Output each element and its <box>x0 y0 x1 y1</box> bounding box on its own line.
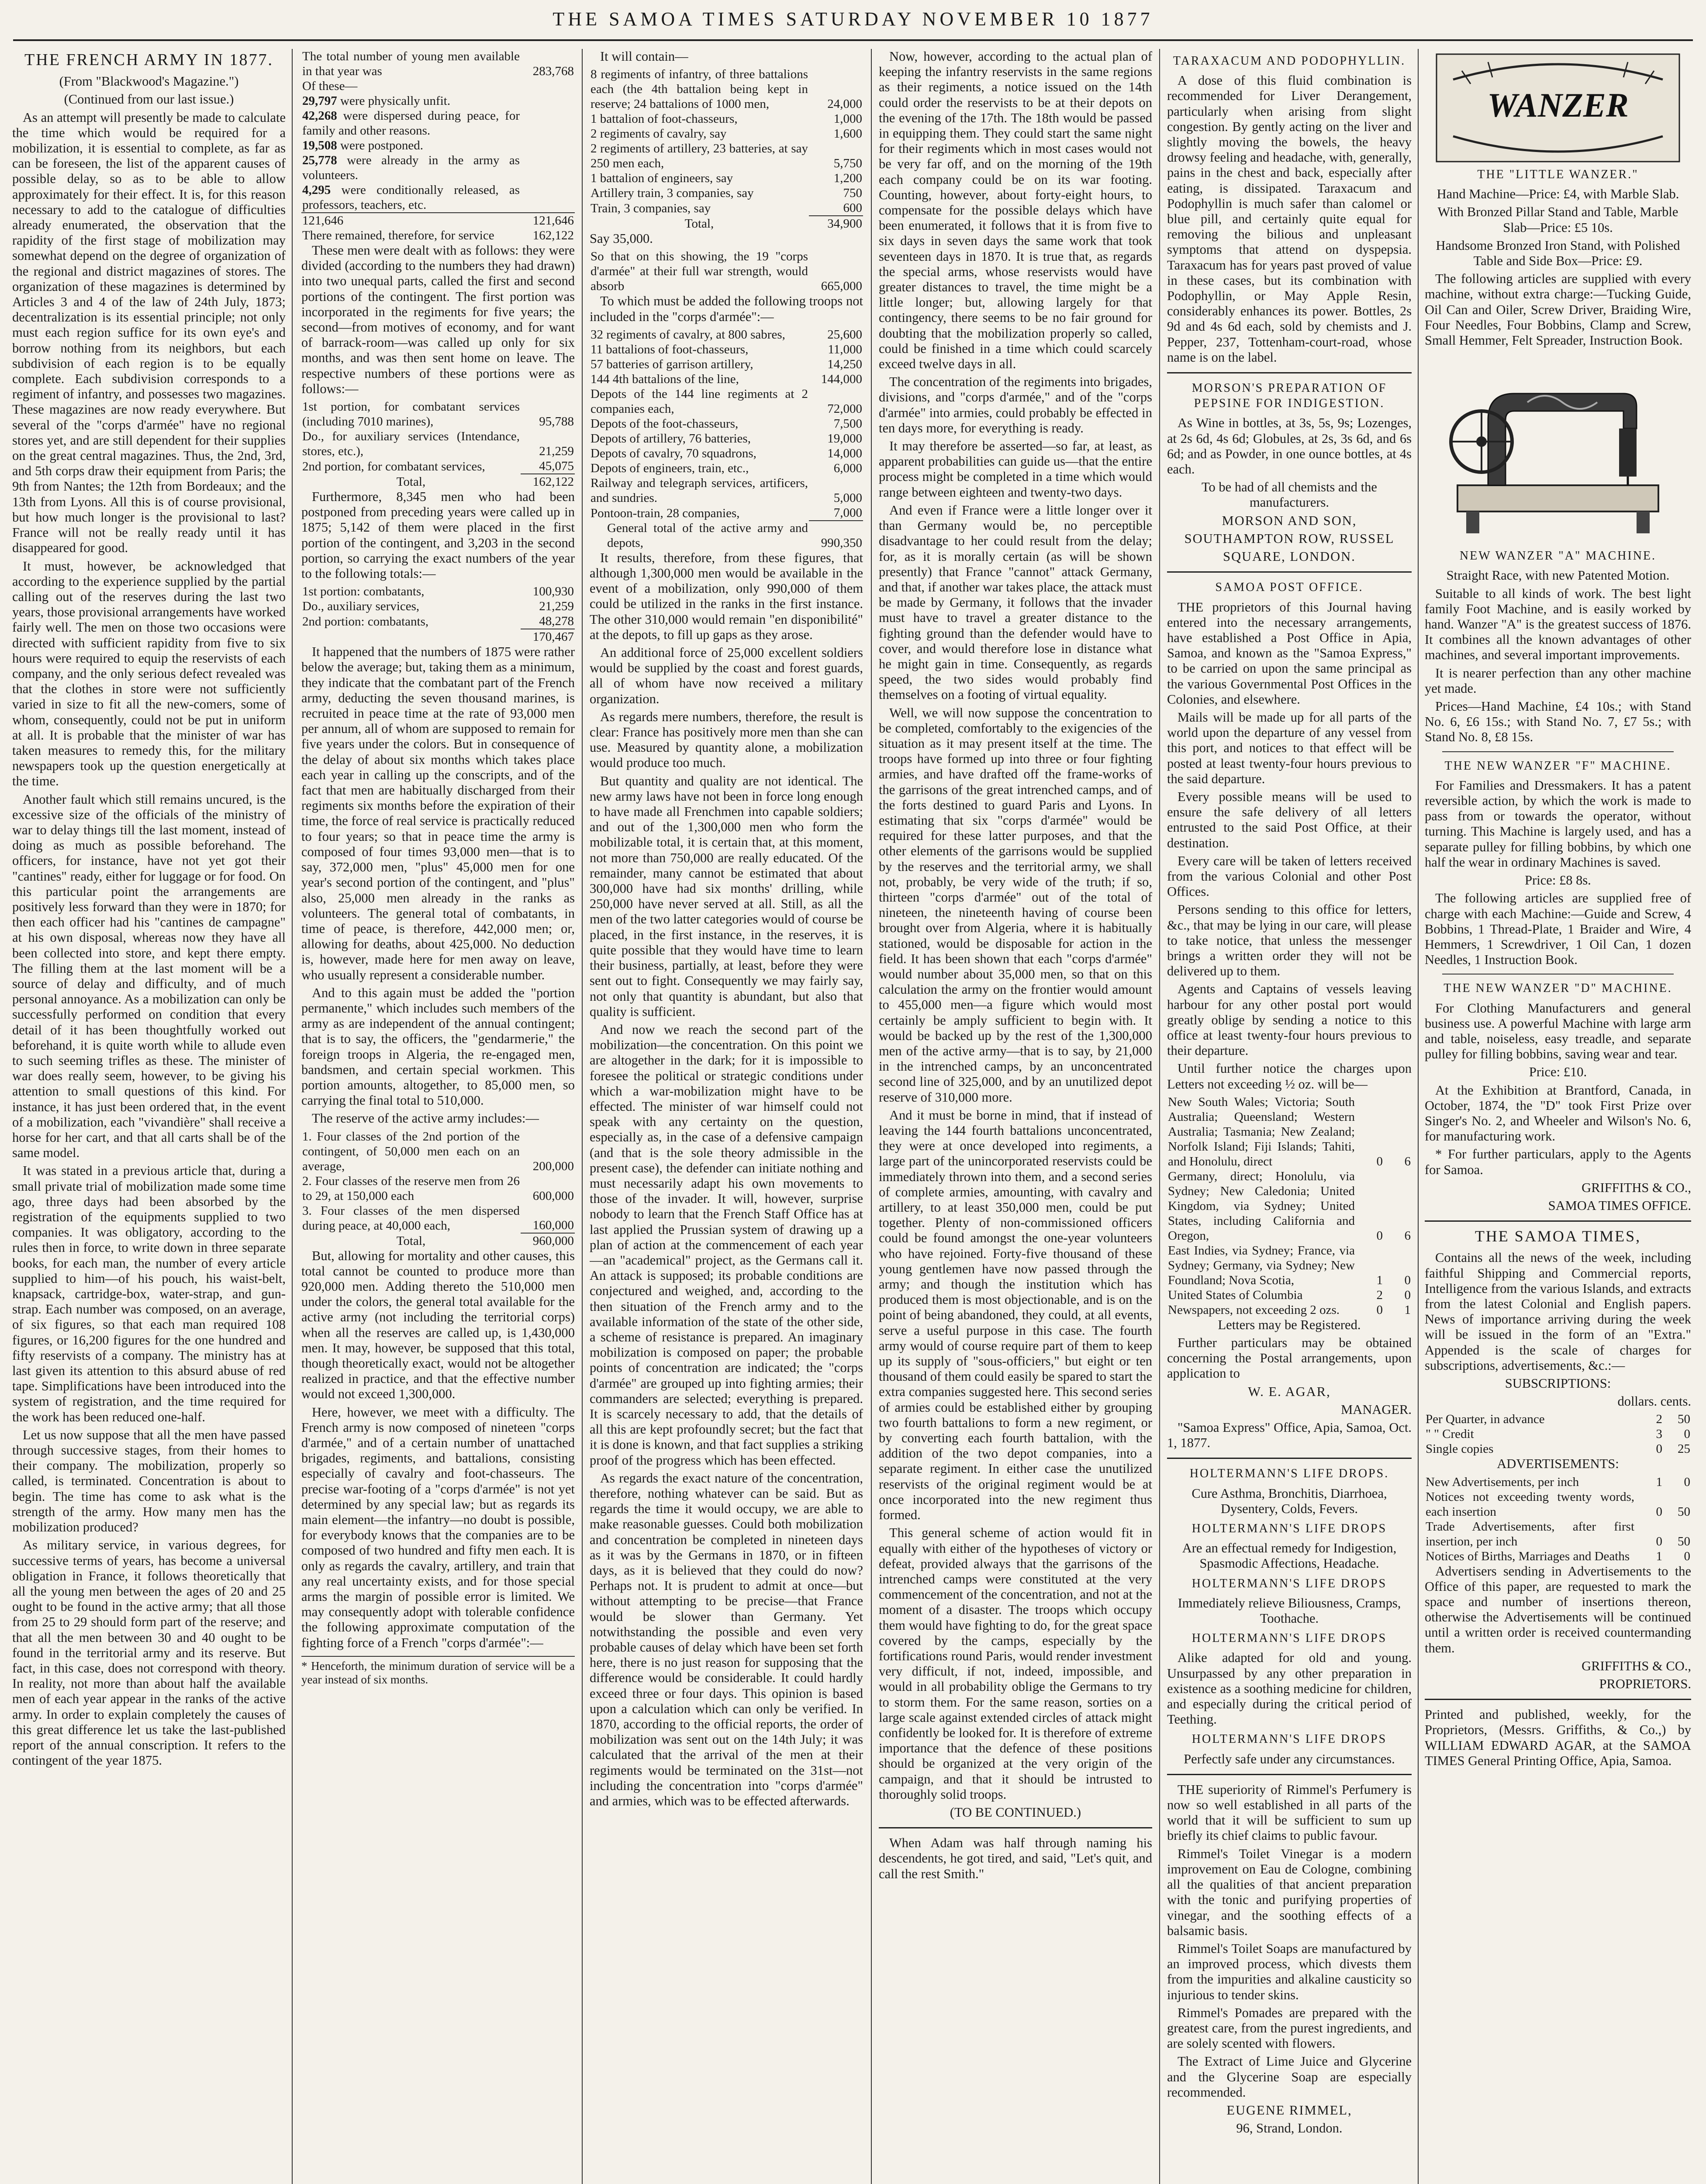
paragraph: And it must be borne in mind, that if instead of leaving the 144 fourth battalions unconcentrated, they were at once developed into regiments, a large part of the unincorporated reservists could be immediately thrown into them, and a second series of complete armies, amounting, with cavalry and artillery, to at least 350,000 men, could be put together. Plenty of non-commissioned officers could be found amongst the one-year volunteers who have rejoined. Forty-five thousand of these young gentlemen have now passed through the army; and though the institution which has produced them is most objectionable, and is on the point of being abandoned, they could, at all events, serve a useful purpose in this case. The fourth army would of course require part of them to keep up its supply of "sous-officiers," but eight or ten thousand of them could easily be spared to start the extra companies suggested here. This second series of armies could be established either by grouping two fourth battalions to form a new regiment, or by converting each fourth battalion, with the addition of the two depot companies, into a separate regiment. In either case the unutilized reservists of the original regiment would be at once incorporated into the new regiment thus formed. <box>879 1107 1152 1523</box>
column-divider <box>871 49 872 2184</box>
table-value: 0 <box>1376 1228 1383 1243</box>
table-value: 1,000 <box>833 112 862 126</box>
table-value: 170,467 <box>521 629 575 644</box>
table-value: 29,797 <box>302 94 337 108</box>
table-value: 72,000 <box>827 401 862 416</box>
table-value: 19,508 <box>302 138 337 152</box>
absorb-table <box>590 249 863 294</box>
table-value: 0 <box>1684 1427 1690 1441</box>
ad-body: Suitable to all kinds of work. The best light family Foot Machine, and is easily worked by hand. Wanzer "A" is the greatest success of 1876. It combines all the known advantages of other machines, and several important improvements. <box>1425 586 1691 663</box>
ad-title: NEW WANZER "A" MACHINE. <box>1459 549 1657 563</box>
paragraph: Now, however, according to the actual plan of keeping the infantry reservists in the same regions as their regiments, a notice issued on the 14th could order the reservists to be at their depots on the evening of the 17th. The 18th would be passed in equipping them. They could start the same night for their regiments which in most cases would not be very far off, and on the morning of the 19th each company could be on its war footing. Counting, however, about forty-eight hours, to compensate for the possible delays which have been enumerated, it follows that it is from five to six days in seven days the same work that took seventeen days in 1870. It is true that, as regards the special arms, whose reservists would have greater distances to travel, the time might be a little longer; but, allowing largely for that contingency, there seems to be no fair ground for doubting that the mobilization properly so called, could be finished in a time which could scarcely exceed twelve days in all. <box>879 49 1152 372</box>
table-label: So that on this showing, the 19 "corps d'armée" at their full war strength, would absorb <box>591 249 808 294</box>
table-label: Railway and telegraph services, artificers, and sundries. <box>591 476 808 505</box>
table-value: 990,350 <box>809 521 863 550</box>
svg-text:WANZER: WANZER <box>1487 86 1629 124</box>
table-value: 0 <box>1376 1154 1383 1168</box>
table-value: 25,600 <box>827 327 862 342</box>
table-value: 21,259 <box>539 444 574 459</box>
paragraph: As military service, in various degrees, for successive terms of years, has become a universal obligation in France, it follows theoretically that all the young men between the ages of 20 and 25 ought to be found in the active army; that all those from 25 to 29 should form part of the reserve; and that all the men between 30 and 40 ought to be found in the territorial army and its reserve. But fact, in this case, does not correspond with theory. In reality, not more than about half the available men of each year appear in the ranks of the active army. In order to explain completely the causes of this great difference let us take the last-published report of the annual conscription. It refers to the contingent of the year 1875. <box>12 1538 286 1768</box>
column-divider <box>582 49 583 2184</box>
table-value: 1 <box>1656 1475 1662 1489</box>
paragraph: It must, however, be acknowledged that according to the experience supplied by the partial calling out of the reserves during the last two years, those provisional arrangements have worked fairly well. The men on those two occasions were directed with sufficient rapidity from five to six hours were required to equip the reservists of each company, and the only serious defect revealed was that the clothes in store were not sufficiently varied in size to fit all the new-comers, some of whom, consequently, could not be put in uniform at all. It is probable that the minister of war has taken measures to remedy this, for the military newspapers took up the question energetically at the time. <box>12 558 286 789</box>
extra-troops-table <box>590 327 863 550</box>
table-value: 0 <box>1404 1288 1411 1302</box>
table-label: Of these— <box>302 79 358 93</box>
paragraph: And even if France were a little longer over it than Germany would be, no perceptible disadvantage to her could result from the delay; for, as it is morally certain (as will be shown presently) that France "cannot" attack Germany, and that, if another war takes place, the attack must be made by Germany, it follows that the invader must have to travel a greater distance to the fighting ground than the defender would have to cover, and would therefore lose in distance what he might gain in time. Consequently, as regards speed, the two sides would probably find themselves on a footing of virtual equality. <box>879 502 1152 702</box>
ad-title: TARAXACUM AND PODOPHYLLIN. <box>1173 54 1406 68</box>
table-label: Total, <box>396 475 426 489</box>
column-3 <box>590 49 863 2184</box>
signature-name: W. E. AGAR, <box>1248 1384 1331 1399</box>
table-label: were postponed. <box>340 138 424 152</box>
column-2 <box>301 49 575 2184</box>
ad-subtitle: HOLTERMANN'S LIFE DROPS <box>1191 1522 1387 1536</box>
masthead: THE SAMOA TIMES SATURDAY NOVEMBER 10 1877 <box>553 8 1153 30</box>
table-value: 2 <box>1656 1412 1662 1427</box>
table-value: 0 <box>1376 1303 1383 1317</box>
paragraph: To which must be added the following troops not included in the "corps d'armée":— <box>590 294 863 324</box>
ad-price: Price: £8 8s. <box>1525 873 1591 888</box>
column-4 <box>879 49 1152 2184</box>
table-label: Notices not exceeding twenty words, each insertion <box>1426 1489 1634 1519</box>
ad-title: THE NEW WANZER "F" MACHINE. <box>1444 759 1671 773</box>
column-divider <box>1159 49 1160 2184</box>
table-label: General total of the active army and depots, <box>607 521 808 550</box>
divider <box>1425 1220 1691 1222</box>
table-label: 1 battalion of foot-chasseurs, <box>591 112 738 126</box>
signature-name: GRIFFITHS & CO., <box>1582 1180 1691 1195</box>
table-label: Depots of engineers, train, etc., <box>591 461 749 475</box>
paragraph: But, allowing for mortality and other causes, this total cannot be counted to produce more than 920,000 men. Adding thereto the 510,000 men under the colors, the general total available for the active army (not including the territorial corps) when all the reserves are called up, is 1,430,000 men. It may, however, be supposed that this total, though theoretically exact, would not be altogether realized in practice, and that the effective number would not exceed 1,300,000. <box>301 1248 575 1402</box>
table-label: 2 regiments of artillery, 23 batteries, at say 250 men each, <box>591 142 808 171</box>
table-value: 50 <box>1678 1412 1690 1427</box>
paragraph: This general scheme of action would fit in equally with either of the hypotheses of victory or defeat, provided always that the garrisons of the intrenched camps were constituted at the very commencement of the concentration, and not at the moment of a disaster. The troops which occupy them would have fighting to do, for the great space covered by the camps, especially by the fortifications round Paris, would render investment very difficult, if not, indeed, impossible, and would in all probability oblige the Germans to try to storm them. For the same reason, sorties on a large scale against extended circles of attack might confidently be looked for. It is therefore of extreme importance that the defence of these positions should be organized at the very origin of the campaign, and that it should be intrusted to thoroughly solid troops. <box>879 1525 1152 1802</box>
table-value: 6 <box>1404 1228 1411 1243</box>
ad-body: For Clothing Manufacturers and general business use. A powerful Machine with large arm and table, noiseless, easy treadle, and separate pulley for filling bobbins, saving wear and tear. <box>1425 1000 1691 1062</box>
paragraph: An additional force of 25,000 excellent soldiers would be supplied by the coast and forest guards, all of whom have now received a military organization. <box>590 645 863 706</box>
table-label: 32 regiments of cavalry, at 800 sabres, <box>591 327 785 342</box>
table-value: 19,000 <box>827 431 862 446</box>
ad-body: With Bronzed Pillar Stand and Table, Marble Slab—Price: £5 10s. <box>1437 204 1678 235</box>
paragraph: As regards the exact nature of the concentration, therefore, nothing whatever can be said. But as regards the time it would occupy, we are able to make reasonable guesses. Could both mobilization and concentration be completed in nineteen days as it was by the Germans in 1870, or in fifteen days, as it is believed that they could do now? Perhaps not. It is prudent to admit at once—but without attempting to be precise—that France would be slower than Germany. Yet notwithstanding the possible and even very probable causes of delay which have been set forth here, there is no just reason for supposing that the difference would be considerable. It could hardly exceed three or four days. This opinion is based upon a calculation which can only be verified. In 1870, according to the official reports, the order of mobilization was sent out on the 14th July; it was calculated that the arrival of the men at their regiments would be terminated on the 31st—not including the concentration into "corps d'armée" and armies, which was to be effected afterwards. <box>590 1470 863 1809</box>
paragraph: It results, therefore, from these figures, that although 1,300,000 men would be available in the event of a mobilization, only 990,000 of them could be utilized in the ranks in the first instance. The other 310,000 would remain "en disponibilité" at the depots, to fill up gaps as they arose. <box>590 550 863 642</box>
article-title: THE FRENCH ARMY IN 1877. <box>24 51 273 69</box>
ad-address: SQUARE, LONDON. <box>1223 549 1356 564</box>
paragraph: As regards mere numbers, therefore, the result is clear: France has positively more men than she can use. Measured by quantity alone, a mobilization would produce too much. <box>590 709 863 771</box>
table-label: were dispersed during peace, for family and other reasons. <box>302 109 520 138</box>
signature-role: MANAGER. <box>1341 1402 1412 1417</box>
paragraph: These men were dealt with as follows: they were divided (according to the numbers they had drawn) into two unequal parts, called the first and second portions of the contingent. The first portion was incorporated in the regiments for five years; the second—from motives of economy, and for want of barrack-room—was called up only for six months, and was then sent home on leave. The respective numbers of these portions were as follows:— <box>301 243 575 396</box>
continued-note: (Continued from our last issue.) <box>64 92 234 107</box>
divider <box>1167 372 1412 373</box>
table-label: Pontoon-train, 28 companies, <box>591 506 740 520</box>
table-value: 100,930 <box>532 584 574 599</box>
table-value: 24,000 <box>827 97 862 111</box>
table-label: There remained, therefore, for service <box>302 228 494 242</box>
table-value: 48,278 <box>539 614 574 629</box>
table-label: Total, <box>684 217 714 231</box>
table-value: 600 <box>843 201 862 215</box>
notice-body: Mails will be made up for all parts of the world upon the departure of any vessel from this port, and notices to that effect will be posted at least twenty-four hours previous to the said departure. <box>1167 709 1412 786</box>
ad-price: Price: £10. <box>1529 1064 1587 1080</box>
rates-units: dollars. cents. <box>1617 1394 1691 1409</box>
table-value: 14,000 <box>827 446 862 460</box>
ad-body: A dose of this fluid combination is recommended for Liver Derangement, particularly when arising from slight congestion. By gently acting on the liver and slightly moving the bowels, the heavy drowsy feeling and headache, with, generally, pains in the chest and back, especially after eating, is dissipated. Taraxacum and Podophyllin is much safer than calomel or blue pill, and certainly quite equal for removing the bilious and unpleasant symptoms that attend on dyspepsia. Taraxacum has for years past proved of value in these cases, but its combination with Podophyllin, or May Apple Resin, considerably enhances its power. Bottles, 2s 9d and 4s 6d each, sold by chemists and J. Pepper, 237, Tottenham-court-road, whose name is on the label. <box>1167 73 1412 365</box>
imprint: Printed and published, weekly, for the Proprietors, (Messrs. Griffiths, & Co.,) by WILLIAM EDWARD AGAR, at the SAMOA TIMES General Printing Office, Apia, Samoa. <box>1425 1707 1691 1768</box>
divider <box>1167 571 1412 573</box>
divider <box>1442 751 1674 752</box>
table-value: 0 <box>1656 1442 1662 1456</box>
ad-body: At the Exhibition at Brantford, Canada, in October, 1874, the "D" took First Prize over Singer's No. 2, and Wheeler and Wilson's No. 6, for manufacturing work. <box>1425 1082 1691 1144</box>
signature-place: "Samoa Express" Office, Apia, Samoa, Oct. 1, 1877. <box>1167 1420 1412 1451</box>
table-label: East Indies, via Sydney; France, via Sydney; Germany, via Sydney; New Foundland; Nova Scotia, <box>1168 1243 1355 1287</box>
paragraph: Say 35,000. <box>590 231 653 246</box>
table-label: Total, <box>396 1234 426 1248</box>
portions-table <box>301 399 575 489</box>
table-label: Per Quarter, in advance <box>1426 1412 1545 1427</box>
divider <box>1425 1699 1691 1700</box>
table-label: were already in the army as volunteers. <box>302 153 520 182</box>
article-source: (From "Blackwood's Magazine.") <box>59 74 239 89</box>
table-label: Germany, direct; Honolulu, via Sydney; New Caledonia; United Kingdom, via Sydney; United States, including California and Oregon, <box>1168 1169 1355 1243</box>
reserve-table <box>301 1129 575 1248</box>
table-label: Artillery train, 3 companies, say <box>591 186 754 200</box>
table-value: 21,259 <box>539 599 574 614</box>
signature-role: PROPRIETORS. <box>1599 1676 1691 1692</box>
table-label: 57 batteries of garrison artillery, <box>591 357 753 371</box>
ad-body: Cure Asthma, Bronchitis, Diarrhoea, Dysentery, Colds, Fevers. <box>1191 1486 1387 1516</box>
table-label: Train, 3 companies, say <box>591 201 711 216</box>
advertisements-table <box>1425 1475 1691 1564</box>
notice-title: SAMOA POST OFFICE. <box>1215 581 1364 594</box>
ad-body: Prices—Hand Machine, £4 10s.; with Stand No. 6, £6 15s.; with Stand No. 7, £7 5s.; with Stand No. 8, £8 15s. <box>1425 699 1691 745</box>
paragraph: It happened that the numbers of 1875 were rather below the average; but, taking them as a minimum, they indicate that the combatant part of the French army, deducting the seven thousand marines, is recruited in peace time at the rate of 93,000 men per annum, all of whom are supposed to remain for five years under the colors. But in consequence of the delay of about six months which takes place each year in calling up the conscripts, and of the fact that men are habitually discharged from their regiments six months before the expiration of their time, the force of real service is practically reduced to four years; so that in peace time the army is composed of four times 93,000 men—that is to say, 372,000 men, "plus" 45,000 men for one year's second portion of the contingent, and "plus" also, 25,000 men already in the ranks as volunteers. The general total of combatants, in time of peace, is therefore, 442,000 men; or, allowing for deaths, about 425,000. No deduction is, however, made here for men away on leave, who usually represent a considerable number. <box>301 644 575 982</box>
table-value: 50 <box>1678 1534 1690 1548</box>
table-value: 1 <box>1656 1549 1662 1563</box>
table-label: 2nd portion, for combatant services, <box>302 460 485 474</box>
ad-title: THE "LITTLE WANZER." <box>1477 168 1639 181</box>
divider <box>1442 974 1674 975</box>
corps-table <box>590 67 863 231</box>
table-label: Depots of the 144 line regiments at 2 companies each, <box>591 387 808 416</box>
paragraph: The reserve of the active army includes:— <box>312 1111 539 1126</box>
ad-body: For Families and Dressmakers. It has a patent reversible action, by which the work is made to pass from or towards the operator, without turning. This Machine is largely used, and has a separate pulley for filling bobbins, by which one half the wear in ordinary Machines is saved. <box>1425 778 1691 870</box>
table-value: 42,268 <box>302 109 337 123</box>
ad-body: The Extract of Lime Juice and Glycerine and the Glycerine Soap are especially recommended. <box>1167 2054 1412 2100</box>
ad-body: * For further particulars, apply to the Agents for Samoa. <box>1425 1147 1691 1177</box>
table-value: 0 <box>1656 1534 1662 1548</box>
table-row <box>301 138 521 153</box>
table-value: 6 <box>1404 1154 1411 1168</box>
table-row <box>301 183 521 213</box>
ad-body: As Wine in bottles, at 3s, 5s, 9s; Lozenges, at 2s 6d, 4s 6d; Globules, at 2s, 3s 6d, and 6s 6d; and as Powder, in one ounce bottles, at 4s each. <box>1167 415 1412 477</box>
table-label: New Advertisements, per inch <box>1426 1475 1579 1489</box>
table-label: Single copies <box>1426 1442 1494 1456</box>
ad-title: THE NEW WANZER "D" MACHINE. <box>1444 981 1672 995</box>
table-row <box>301 108 521 138</box>
table-label: 8 regiments of infantry, of three battalions each (the 4th battalion being kept in reserve; 24 battalions of 1000 men, <box>591 67 808 111</box>
divider <box>879 1827 1152 1828</box>
divider <box>1167 1458 1412 1459</box>
table-label: 1st portion, for combatant services (including 7010 marines), <box>302 400 520 429</box>
table-value: 5,750 <box>833 156 862 171</box>
table-label: 2 regiments of cavalry, say <box>591 127 727 141</box>
notice-body: THE proprietors of this Journal having entered into the necessary arrangements, have established a Post Office in Apia, Samoa, and known as the "Samoa Express," to be carried on upon the same principal as the various Governmental Post Offices in the Colonies, and elsewhere. <box>1167 599 1412 707</box>
table-label: 2nd portion: combatants, <box>302 615 429 629</box>
table-label: " " Credit <box>1426 1427 1474 1441</box>
table-label: Depots of artillery, 76 batteries, <box>591 431 751 446</box>
table-label: The total number of young men available in that year was <box>302 49 520 78</box>
ad-body: Rimmel's Toilet Vinegar is a modern improvement on Eau de Cologne, combining all the qualities of that ancient preparation with the tonic and purifying properties of vinegar, and the soothing effects of a balsamic basis. <box>1167 1846 1412 1938</box>
table-value: 2 <box>1376 1288 1383 1302</box>
table-value: 283,768 <box>532 64 574 78</box>
notice-body: Persons sending to this office for letters, &c., that may be lying in our care, will please to take notice, that unless the messenger brings a written order they will not be delivered up to them. <box>1167 902 1412 979</box>
paragraph: When Adam was half through naming his descendents, he got tired, and said, "Let's quit, and call the rest Smith." <box>879 1835 1152 1881</box>
ad-body: Handsome Bronzed Iron Stand, with Polished Table and Side Box—Price: £9. <box>1436 238 1680 269</box>
table-label: 1 battalion of engineers, say <box>591 171 733 186</box>
table-label: New South Wales; Victoria; South Australia; Queensland; Western Australia; Tasmania; New Zealand; Norfolk Island; Fiji Islands; Tahiti, and Honolulu, direct <box>1168 1095 1355 1168</box>
ad-body: Perfectly safe under any circumstances. <box>1184 1751 1395 1766</box>
table-value: 50 <box>1678 1504 1690 1519</box>
ad-subtitle: HOLTERMANN'S LIFE DROPS <box>1191 1631 1387 1645</box>
table-value: 0 <box>1684 1549 1690 1563</box>
table-value: 1 <box>1404 1303 1411 1317</box>
table-label: 2. Four classes of the reserve men from 26 to 29, at 150,000 each <box>302 1174 520 1203</box>
ad-body: It is nearer perfection than any other machine yet made. <box>1425 665 1691 696</box>
table-label: Do., for auxiliary services (Intendance, stores, etc.), <box>302 429 520 459</box>
table-value: 600,000 <box>532 1189 574 1203</box>
rates-heading: SUBSCRIPTIONS: <box>1505 1375 1611 1391</box>
paragraph: Let us now suppose that all the men have passed through successive stages, from their homes to their company. The mobilization, properly so called, is terminated. Concentration is about to begin. The time has come to ask what is the strength of the army. How many men has the mobilization produced? <box>12 1427 286 1535</box>
ad-address: SOUTHAMPTON ROW, RUSSEL <box>1184 531 1395 546</box>
table-value: 162,122 <box>521 474 575 489</box>
notice-body: Further particulars may be obtained concerning the Postal arrangements, upon application to <box>1167 1335 1412 1381</box>
notice-body: Every care will be taken of letters received from the various Colonial and other Post Offices. <box>1167 853 1412 899</box>
notice-body: Letters may be Registered. <box>1218 1317 1361 1332</box>
totals-table <box>301 584 575 644</box>
table-value: 95,788 <box>539 415 574 429</box>
ad-body: Hand Machine—Price: £4, with Marble Slab. <box>1437 187 1679 202</box>
notice-body: Agents and Captains of vessels leaving harbour for any other postal port would greatly oblige by sending a notice to this office at least twenty-four hours previous to their departure. <box>1167 981 1412 1058</box>
table-label: 3. Four classes of the men dispersed during peace, at 40,000 each, <box>302 1203 520 1233</box>
paragraph: Furthermore, 8,345 men who had been postponed from preceding years were called up in 1875; 5,142 of them were placed in the first portion of the contingent, and 3,203 in the second portion, so carrying the exact numbers of the year to the following totals:— <box>301 489 575 581</box>
ad-body: The following articles are supplied free of charge with each Machine:—Guide and Screw, 4 Bobbins, 1 Thread-Plate, 1 Braider and Wire, 4 Hemmers, 1 Screwdriver, 1 Oil Can, 1 dozen Needles, 1 Instruction Book. <box>1425 891 1691 968</box>
paragraph: Another fault which still remains uncured, is the excessive size of the officials of the ministry of war to delay things till the last moment, instead of doing as much as possible beforehand. The officers, for instance, have not yet got their "cantines" ready, either for luggage or for food. On this particular point the arrangements are positively less forward than they were in 1870; for then each officer had his "cantines de campagne" at his own disposal, whereas now they have all been collected into store, and kept there empty. The filling them at the last moment will be a source of delay and difficulty, and of much personal annoyance. As a mobilization can only be successfully performed on condition that every detail of it has been thoughtfully worked out beforehand, it is quite worth while to allude even to such seeming trifles as these. The minister of war does really seem, however, to be giving his attention to small questions of this kind. For instance, it has just been ordered that, in the event of a mobilization, each "vivandière" shall receive a horse for her cart, and that all carts shall be of the same model. <box>12 791 286 1161</box>
signature-name: GRIFFITHS & CO., <box>1582 1658 1691 1673</box>
paragraph: As an attempt will presently be made to calculate the time which would be required for a mobilization, it is essential to complete, as far as can be foreseen, the list of the apparent causes of possible delay, so as to be able to allow approximately for their effect. It is, for this reason necessary to add to the catalogue of difficulties already enumerated, the observation that the rapidity of the first stage of mobilization may somewhat depend on the degree of organization of the regional and district magazines of stores. The organization of these magazines is determined by Articles 3 and 4 of the law of 24th July, 1873; decentralization is its essential principle; not only must each region suffice for its own eye's and borrow nothing from its neighbors, but each subdivision of each region is to be equally complete. Each subdivision corresponds to a regiment of infantry, and possesses two magazines. These magazines are now ready everywhere. But several of the "corps d'armée" have no regional stores yet, and are still dependent for their supplies on the great central magazines. Thus, the 2nd, 3rd, and 5th corps draw their equipment from Paris; the 9th from Nantes; the 12th from Bordeaux; and the 13th from Lyons. All this is of course provisional, but how much longer is the provisional to last? France will not be really ready until it has disappeared for good. <box>12 110 286 556</box>
table-label: Trade Advertisements, after first insertion, per inch <box>1426 1519 1634 1548</box>
ad-body: Contains all the news of the week, including faithful Shipping and Commercial reports, Intelligence from the various Islands, and extracts from the latest Colonial and English papers. News of importance arriving during the week will be issued in the form of an "Extra." Appended is the scale of charges for subscriptions, advertisements, &c.:— <box>1425 1250 1691 1373</box>
ad-body: Straight Race, with new Patented Motion. <box>1446 568 1670 583</box>
ad-body: Are an effectual remedy for Indigestion, Spasmodic Affections, Headache. <box>1182 1541 1397 1571</box>
notice-body: Every possible means will be used to ensure the safe delivery of all letters entrusted to the said Post Office, at their destination. <box>1167 789 1412 850</box>
paragraph: Well, we will now suppose the concentration to be completed, comfortably to the exigencies of the situation as it may present itself at the time. The troops have formed up into three or four fighting armies, and have drafted off the frame-works of the garrisons of the great intrenched camps, and of the forts destined to guard Paris and Lyons. In estimating that six "corps d'armée" would be required for these latter purposes, and that the other elements of the garrisons would be supplied by the reserves and the territorial army, we shall not, probably, be very wide of the truth; if so, thirteen "corps d'armée" out of the total of nineteen, the nineteenth having of course been brought over from Algeria, where it is habitually stationed, would be disposable for action in the field. It has been shown that each "corps d'armée" would number about 35,000 men, so that on this calculation the army on the frontier would amount to 455,000 men—a figure which would most certainly be amply sufficient to begin with. It would be backed up by the rest of the 1,300,000 men of the active army—that is to say, by 21,000 in the intrenched camps, by an unconcentrated second line of 325,000, and by an unutilized depot reserve of 310,000 more. <box>879 705 1152 1105</box>
table-label: Notices of Births, Marriages and Deaths <box>1426 1549 1630 1563</box>
paragraph: It may therefore be asserted—so far, at least, as apparent probabilities can guide us—that the entire process might be completed in a time which would range between eighteen and twenty-two days. <box>879 439 1152 500</box>
table-value: 0 <box>1684 1475 1690 1489</box>
table-value: 960,000 <box>521 1233 575 1248</box>
table-label: 11 battalions of foot-chasseurs, <box>591 342 749 356</box>
paragraph: And to this again must be added the "portion permanente," which includes such members of the army as are independent of the annual contingent; that is to say, the officers, the "gendarmerie," the foreign troops in Algeria, the re-engaged men, bandsmen, and certain special workmen. This portion amounts, altogether, to 85,000 men, so carrying the final total to 510,000. <box>301 985 575 1108</box>
table-value: 121,646 <box>301 213 521 228</box>
table-row <box>301 153 521 183</box>
table-value: 1,600 <box>833 127 862 141</box>
table-value: 6,000 <box>833 461 862 475</box>
footnote: * Henceforth, the minimum duration of service will be a year instead of six months. <box>301 1656 575 1686</box>
ad-body: Advertisers sending in Advertisements to the Office of this paper, are requested to mark the space and number of insertions thereon, otherwise the Advertisements will be continued until a written order is received countermanding them. <box>1425 1563 1691 1655</box>
ad-subtitle: HOLTERMANN'S LIFE DROPS <box>1191 1576 1387 1590</box>
rates-heading: ADVERTISEMENTS: <box>1497 1456 1619 1472</box>
table-value: 1,200 <box>833 171 862 186</box>
table-value: 7,000 <box>833 505 862 520</box>
table-value: 0 <box>1404 1273 1411 1287</box>
masthead-rule <box>13 39 1693 41</box>
table-label: Do., auxiliary services, <box>302 599 420 614</box>
table-value: 45,075 <box>539 459 574 473</box>
table-label: Depots of cavalry, 70 squadrons, <box>591 446 756 460</box>
column-divider <box>1418 49 1419 2184</box>
ad-title: HOLTERMANN'S LIFE DROPS. <box>1189 1467 1389 1481</box>
paper-title: THE SAMOA TIMES, <box>1475 1227 1641 1245</box>
table-value: 1 <box>1376 1273 1383 1287</box>
table-value: 200,000 <box>532 1159 574 1173</box>
table-value: 144,000 <box>821 372 862 386</box>
table-label: Depots of the foot-chasseurs, <box>591 416 739 431</box>
table-label: United States of Columbia <box>1168 1288 1303 1302</box>
table-value: 0 <box>1656 1504 1662 1519</box>
table-value: 121,646 <box>521 213 575 228</box>
ad-body: Immediately relieve Biliousness, Cramps, Toothache. <box>1178 1595 1401 1626</box>
table-label: 144 4th battalions of the line, <box>591 372 739 386</box>
subscriptions-table <box>1425 1412 1691 1456</box>
table-value: 162,122 <box>532 228 574 242</box>
signature-place: 96, Strand, London. <box>1236 2121 1343 2136</box>
table-value: 750 <box>843 186 862 200</box>
ad-body: The following articles are supplied with every machine, without extra charge:—Tucking Guide, Oil Can and Oiler, Screw Driver, Braiding Wire, Four Needles, Four Bobbins, Clamp and Screw, Small Hemmer, Felt Spreader, Instruction Book. <box>1425 271 1691 348</box>
ad-body: To be had of all chemists and the manufacturers. <box>1202 480 1377 510</box>
column-5 <box>1167 49 1412 2184</box>
ad-name: MORSON AND SON, <box>1222 513 1357 528</box>
ad-body: Rimmel's Toilet Soaps are manufactured by an improved process, which divests them from the impurities and alkaline causticity so injurious to tender skins. <box>1167 1941 1412 2002</box>
table-value: 665,000 <box>821 279 862 294</box>
contingent-table <box>301 49 575 243</box>
table-value: 11,000 <box>828 342 862 356</box>
table-label: 1. Four classes of the 2nd portion of the contingent, of 50,000 men each on an average, <box>302 1129 520 1173</box>
paragraph: Here, however, we meet with a difficulty. The French army is now composed of nineteen "corps d'armée," and of a certain number of unattached brigades, regiments, and battalions, consisting especially of cavalry and foot-chasseurs. The precise war-footing of a "corps d'armée" is not yet determined by any special law; but as regards its main element—the infantry—no doubt is possible, for everybody knows that the companies are to be composed of two hundred and fifty men each. It is only as regards the cavalry, artillery, and train that any real uncertainty exists, and for those special arms the margin of possible error is limited. We may consequently adopt with tolerable confidence the following approximate computation of the fighting force of a French "corps d'armée":— <box>301 1404 575 1650</box>
table-value: 5,000 <box>833 491 862 505</box>
sewing-machine-illustration <box>1440 354 1676 542</box>
table-value: 25 <box>1678 1442 1690 1456</box>
continued-note: (TO BE CONTINUED.) <box>950 1804 1081 1820</box>
column-divider <box>292 49 293 2184</box>
table-value: 7,500 <box>833 416 862 431</box>
column-1 <box>12 49 286 2184</box>
postal-rates-table <box>1167 1095 1412 1317</box>
table-label: 1st portion: combatants, <box>302 584 425 599</box>
ad-subtitle: HOLTERMANN'S LIFE DROPS <box>1191 1732 1387 1746</box>
table-label: were physically unfit. <box>340 94 451 108</box>
table-value: 4,295 <box>302 183 331 197</box>
paragraph: It will contain— <box>600 49 688 64</box>
column-6 <box>1425 49 1691 2184</box>
paragraph: But quantity and quality are not identical. The new army laws have not been in force long enough to have made all Frenchmen into capable soldiers; and out of the 1,300,000 men who form the mobilizable total, it is certain that, at this moment, not more than 750,000 are really educated. Of the remainder, many cannot be estimated that about 300,000 have had six months' drilling, while 250,000 have never served at all. Still, as all the men of the two latter categories would of course be placed, in the first instance, in the reserves, it is quite possible that they would have time to learn their business, partially, at least, before they were sent out to fight. Consequently we may fairly say, not only that quantity is abundant, but also that quality is sufficient. <box>590 773 863 1019</box>
table-value: 25,778 <box>302 153 337 167</box>
ad-body: THE superiority of Rimmel's Perfumery is now so well established in all parts of the world that it will be sufficient to sum up briefly its chief claims to public favour. <box>1167 1782 1412 1843</box>
table-value: 160,000 <box>532 1218 574 1232</box>
paragraph: The concentration of the regiments into brigades, divisions, and "corps d'armée," and of the "corps d'armée" into armies, could probably be effected in ten days more, for everything is ready. <box>879 374 1152 435</box>
table-label: were conditionally released, as professors, teachers, etc. <box>302 183 520 212</box>
signature-place: SAMOA TIMES OFFICE. <box>1548 1198 1691 1213</box>
divider <box>1167 1774 1412 1775</box>
table-value: 14,250 <box>827 357 862 371</box>
ad-body: Rimmel's Pomades are prepared with the greatest care, from the purest ingredients, and are solely scented with flowers. <box>1167 2005 1412 2051</box>
paragraph: And now we reach the second part of the mobilization—the concentration. On this point we are altogether in the dark; for it is impossible to foresee the political or strategic conditions under which a war-mobilization might have to be effected. The minister of war himself could not speak with any certainty on the question, especially as, in the case of a defensive campaign (and that is the sole theory admissible in the present case), the defender can initiate nothing and must necessarily adapt his own movements to those of the invader. It will, however, surprise nobody to learn that the French Staff Office has at last applied the Prussian system of drawing up a plan of action at the commencement of each year—an "academical" project, as the Germans call it. An attack is supposed; its probable conditions are conjectured and weighed, and, according to the then situation of the French army and to the available information of the state of the other side, a scheme of resistance is prepared. An imaginary mobilization is composed on paper; the probable points of concentration are indicated; the "corps d'armée" are grouped up into fighting armies; their commanders are selected; everything is prepared. It is scarcely necessary to add, that the details of all this are kept profoundly secret; but the fact that it is done is known, and that fact supplies a striking proof of the progress which has been effected. <box>590 1022 863 1468</box>
notice-body: Until further notice the charges upon Letters not exceeding ½ oz. will be— <box>1167 1061 1412 1092</box>
table-value: 34,900 <box>809 216 863 231</box>
ad-body: Alike adapted for old and young. Unsurpassed by any other preparation in existence as a soothing medicine for children, and especially during the critical period of Teething. <box>1167 1650 1412 1727</box>
table-value: 3 <box>1656 1427 1662 1441</box>
signature-name: EUGENE RIMMEL, <box>1226 2102 1352 2118</box>
wanzer-logo <box>1436 53 1680 162</box>
table-row <box>301 93 521 108</box>
ad-title: MORSON'S PREPARATION OF PEPSINE FOR INDIGESTION. <box>1191 381 1387 411</box>
table-label: Newspapers, not exceeding 2 ozs. <box>1168 1303 1340 1317</box>
paragraph: It was stated in a previous article that, during a small private trial of mobilization made some time ago, three days had been absorbed by the registration of the equipments supplied to two companies. It was obligatory, according to the rules then in force, to write down in three separate books, for each man, the number of every article supplied to him—of his pouch, his waist-belt, knapsack, cartridge-box, water-strap, and gun-strap. Each number was composed, on an average, of six figures, so that each man required 108 figures, or 16,200 figures for the one hundred and fifty reservists of a company. The ministry has at last given its attention to this absurd abuse of red tape. Simplifications have been introduced into the system of registration, and the time required for the work has been reduced one-half. <box>12 1163 286 1424</box>
